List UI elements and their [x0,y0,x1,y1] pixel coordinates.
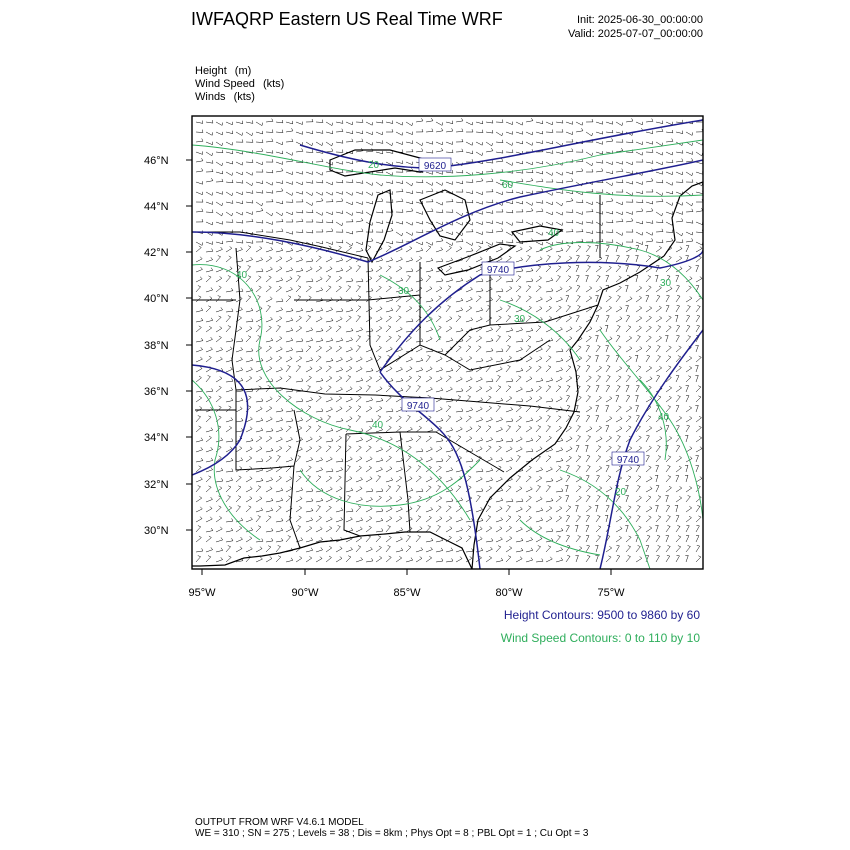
model-footer-line1: OUTPUT FROM WRF V4.6.1 MODEL [195,817,364,828]
field-wind-speed-name: Wind Speed [195,78,255,90]
wind-label: 40 [548,228,560,239]
lat-tick-label: 36°N [144,386,169,398]
valid-time: Valid: 2025-07-07_00:00:00 [568,28,703,40]
height-label-text: 9740 [406,401,430,412]
wind-label: 20 [368,160,380,171]
wind-contour [500,300,580,360]
wind-contour [560,470,650,569]
wind-label: 30 [660,278,672,289]
wind-barbs [196,118,703,562]
lat-tick-label: 34°N [144,432,169,444]
wind-label: 20 [615,487,627,498]
field-height-unit: (m) [234,65,252,77]
model-footer-line2: WE = 310 ; SN = 275 ; Levels = 38 ; Dis = 8km ; Phys Opt = 8 ; PBL Opt = 1 ; Cu Opt = 3 [195,828,589,839]
atlantic-coastline [472,256,664,569]
height-label [402,398,434,412]
height-contour-9740 [600,330,703,569]
political-boundaries [192,150,703,569]
wind-label: 40 [236,270,248,281]
lon-tick-label: 75°W [597,587,625,599]
lat-tick-label: 46°N [144,155,169,167]
lon-tick-label: 80°W [495,587,523,599]
field-wind-speed-unit: (kts) [262,78,285,90]
lat-tick-label: 42°N [144,247,169,259]
lake-huron [420,190,470,240]
lat-tick-label: 38°N [144,340,169,352]
wind-label: 30 [514,314,526,325]
height-label-text: 9620 [423,161,447,172]
field-height-name: Height [195,65,227,77]
lon-axis [188,569,625,599]
height-contour-9740 [380,250,703,372]
lake-michigan [366,190,392,262]
height-label [612,452,644,466]
chart-title: IWFAQRP Eastern US Real Time WRF [191,9,503,29]
lat-axis [144,155,192,537]
lat-tick-label: 40°N [144,293,169,305]
wind-label: 40 [658,412,670,423]
wind-contour [192,380,260,540]
wind-contours-info: Wind Speed Contours: 0 to 110 by 10 [500,631,700,645]
field-winds-unit: (kts) [233,91,255,103]
lon-tick-label: 85°W [393,587,421,599]
wind-contour [540,243,703,301]
wind-barb-field [196,118,703,562]
lat-tick-label: 44°N [144,201,169,213]
lon-tick-label: 95°W [188,587,216,599]
wind-speed-contours [192,140,703,569]
height-label [482,262,514,276]
wind-contour [192,265,470,520]
lat-tick-label: 32°N [144,479,169,491]
wind-label: 40 [372,420,384,431]
wind-label: 60 [502,180,514,191]
init-time: Init: 2025-06-30_00:00:00 [577,14,703,26]
height-label-text: 9740 [486,265,510,276]
height-label [419,158,451,172]
state-lines [192,195,600,548]
field-winds-name: Winds [195,91,226,103]
height-contours-info: Height Contours: 9500 to 9860 by 60 [503,608,700,622]
lat-tick-label: 30°N [144,525,169,537]
wind-label: 30 [398,286,410,297]
lon-tick-label: 90°W [291,587,319,599]
height-label-text: 9740 [616,455,640,466]
